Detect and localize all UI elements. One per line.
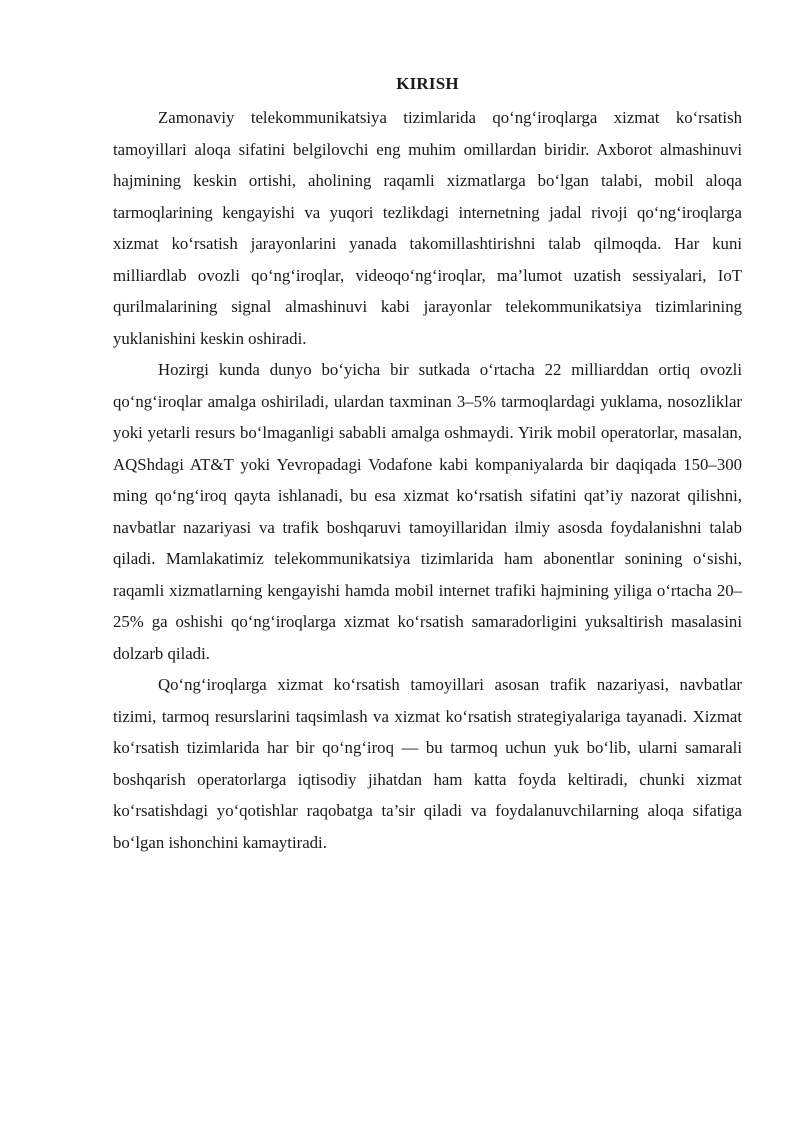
section-title: KIRISH [396, 74, 459, 93]
paragraph-2: Hozirgi kunda dunyo bo‘yicha bir sutkada o‘rtacha 22 milliarddan ortiq ovozli qo‘ng‘iroqlar amalga oshiriladi, ulardan taxminan 3–5% tarmoqlardagi yuklama, nosozliklar yoki yetarli resurs bo‘lmaganligi sababli amalga oshmaydi. Yirik mobil operatorlar, masalan, AQShdagi AT&T yoki Yevropadagi Vodafone kabi kompaniyalarda bir daqiqada 150–300 ming qo‘ng‘iroq qayta ishlanadi, bu esa xizmat ko‘rsatish sifatini qat’iy nazorat qilishni, navbatlar nazariyasi va trafik boshqaruvi tamoyillaridan ilmiy asosda foydalanishni talab qiladi. Mamlakatimiz telekommunikatsiya tizimlarida ham abonentlar sonining o‘sishi, raqamli xizmatlarning kengayishi hamda mobil internet trafiki hajmining yiliga o‘rtacha 20–25% ga oshishi qo‘ng‘iroqlarga xizmat ko‘rsatish samaradorligini yuksaltirish masalasini dolzarb qiladi. [113, 360, 742, 663]
document-body [113, 74, 742, 858]
paragraph-1: Zamonaviy telekommunikatsiya tizimlarida qo‘ng‘iroqlarga xizmat ko‘rsatish tamoyillari aloqa sifatini belgilovchi eng muhim omillardan biridir. Axborot almashinuvi hajmining keskin ortishi, aholining raqamli xizmatlarga bo‘lgan talabi, mobil aloqa tarmoqlarining kengayishi va yuqori tezlikdagi internetning jadal rivoji qo‘ng‘iroqlarga xizmat ko‘rsatish jarayonlarini yanada takomillashtirishni talab qilmoqda. Har kuni milliardlab ovozli qo‘ng‘iroqlar, videoqo‘ng‘iroqlar, ma’lumot uzatish sessiyalari, IoT qurilmalarining signal almashinuvi kabi jarayonlar telekommunikatsiya tizimlarining yuklanishini keskin oshiradi. [113, 108, 742, 348]
paragraph-3: Qo‘ng‘iroqlarga xizmat ko‘rsatish tamoyillari asosan trafik nazariyasi, navbatlar tizimi, tarmoq resurslarini taqsimlash va xizmat ko‘rsatish strategiyalariga tayanadi. Xizmat ko‘rsatish tizimlarida har bir qo‘ng‘iroq — bu tarmoq uchun yuk bo‘lib, ularni samarali boshqarish operatorlarga iqtisodiy jihatdan ham katta foyda keltiradi, chunki xizmat ko‘rsatishdagi yo‘qotishlar raqobatga ta’sir qiladi va foydalanuvchilarning aloqa sifatiga bo‘lgan ishonchini kamaytiradi. [113, 675, 742, 852]
